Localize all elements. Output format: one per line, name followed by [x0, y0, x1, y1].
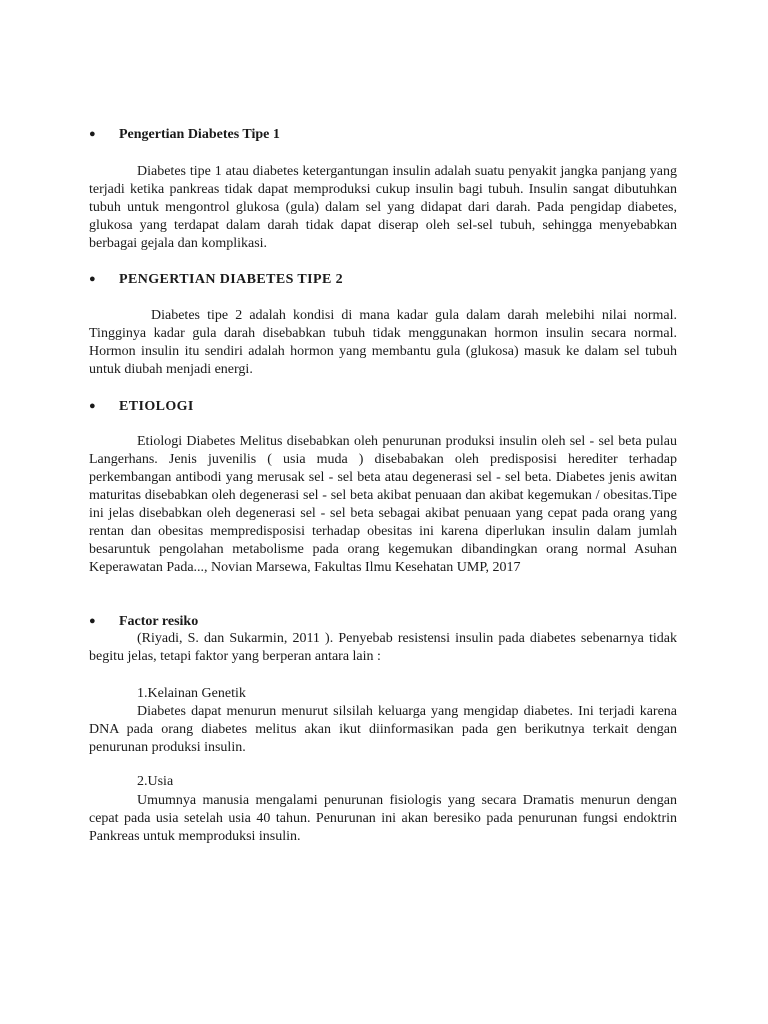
paragraph-factor-resiko: (Riyadi, S. dan Sukarmin, 2011 ). Penyebab resistensi insulin pada diabetes sebenarnya tidak begitu jelas, tetapi faktor yang berperan antara lain :	[89, 631, 677, 664]
section-heading-diabetes-type-1	[89, 125, 689, 144]
paragraph-kelainan-genetik: Diabetes dapat menurun menurut silsilah keluarga yang mengidap diabetes. Ini terjadi karena DNA pada orang diabetes melitus akan ikut diinformasikan pada gen berikutnya terkait dengan penurunan produksi insulin.	[89, 704, 677, 755]
heading-text: PENGERTIAN DIABETES TIPE 2	[119, 272, 343, 287]
section-heading-diabetes-type-2	[89, 270, 689, 289]
bullet-icon: ●	[89, 400, 97, 412]
paragraph-usia: Umumnya manusia mengalami penurunan fisiologis yang secara Dramatis menurun dengan cepat pada usia setelah usia 40 tahun. Penurunan ini akan beresiko pada penurunan fungsi endoktrin Pankreas untuk memproduksi insulin.	[89, 793, 677, 844]
risk-factor-title-usia: 2.Usia	[137, 774, 174, 789]
paragraph-diabetes-type-2: Diabetes tipe 2 adalah kondisi di mana kadar gula dalam darah melebihi nilai normal. Tingginya kadar gula darah disebabkan tubuh tidak menggunakan hormon insulin secara normal. Hormon insulin itu sendiri adalah hormon yang membantu gula (glukosa) masuk ke dalam sel tubuh untuk diubah menjadi energi.	[89, 308, 677, 377]
bullet-icon: ●	[89, 615, 96, 627]
paragraph-diabetes-type-1: Diabetes tipe 1 atau diabetes ketergantungan insulin adalah suatu penyakit jangka panjang yang terjadi ketika pankreas tidak dapat memproduksi cukup insulin bagi tubuh. Insulin sangat dibutuhkan tubuh untuk mengontrol glukosa (gula) dalam sel yang didapat dari darah. Pada pengidap diabetes, glukosa yang terdapat dalam darah tidak dapat diserap oleh sel-sel tubuh, sehingga menyebabkan berbagai gejala dan komplikasi.	[89, 164, 677, 251]
section-heading-etiologi	[89, 397, 689, 416]
paragraph-etiologi: Etiologi Diabetes Melitus disebabkan oleh penurunan produksi insulin oleh sel - sel beta pulau Langerhans. Jenis juvenilis ( usia muda ) disebabakan oleh predisposisi herediter terhadap perkembangan antibodi yang merusak sel - sel beta atau degenerasi sel - sel beta. Diabetes jenis awitan maturitas disebabkan oleh degenerasi sel - sel beta akibat penuaan dan akibat kegemukan / obesitas.Tipe ini jelas disebabkan oleh degenerasi sel - sel beta sebagai akibat penuaan yang cepat pada orang yang rentan dan obesitas mempredisposisi terhadap obesitas ini karena diperlukan insulin dalam jumlah besaruntuk pengolahan metabolisme pada orang kegemukan dibandingkan orang normal Asuhan Keperawatan Pada..., Novian Marsewa, Fakultas Ilmu Kesehatan UMP, 2017	[89, 434, 677, 575]
heading-text: Pengertian Diabetes Tipe 1	[119, 127, 280, 142]
bullet-icon: ●	[89, 273, 97, 285]
section-heading-factor-resiko	[89, 612, 689, 631]
risk-factor-title-genetik: 1.Kelainan Genetik	[137, 686, 246, 701]
heading-text: Factor resiko	[119, 614, 199, 629]
bullet-icon: ●	[89, 128, 96, 140]
heading-text: ETIOLOGI	[119, 399, 194, 414]
